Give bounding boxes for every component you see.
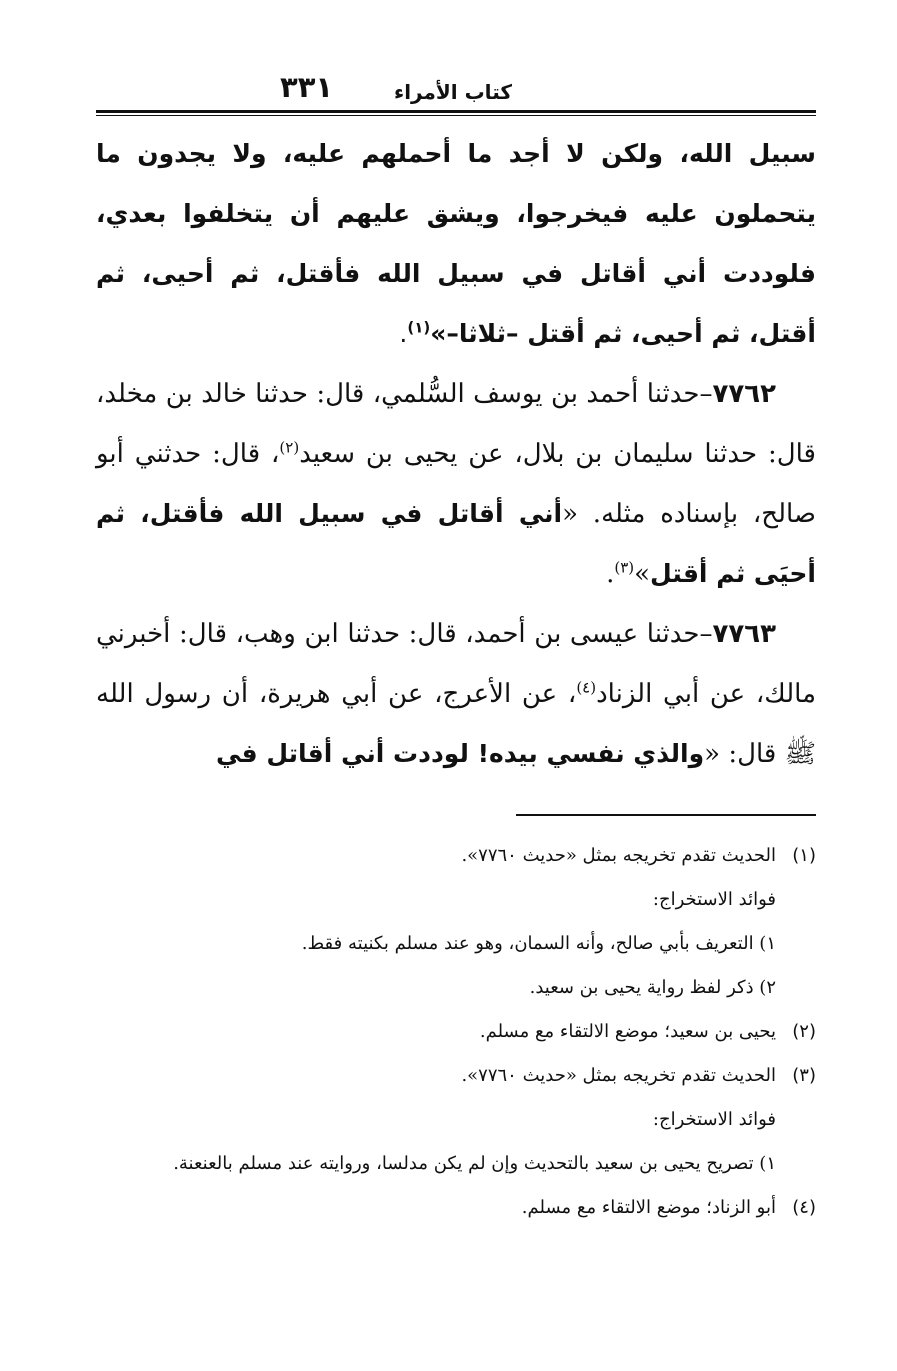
continuation-paragraph — [96, 124, 816, 364]
footnote-1-benefit-1: ١) التعريف بأبي صالح، وأنه السمان، وهو عند مسلم بكنيته فقط. — [301, 933, 776, 954]
continuation-line-1: سبيل الله، ولكن لا أجد ما أحملهم عليه، ولا يجدون ما يتحملون عليه — [96, 139, 816, 228]
continuation-end: . — [399, 319, 408, 348]
footnote-ref-2[interactable]: (٢) — [279, 438, 300, 457]
continuation-line-2: فيخرجوا، ويشق عليهم أن يتخلفوا بعدي، فلوددت أني أقاتل في سبيل الله — [96, 199, 816, 288]
footnote-3-benefit-1: ١) تصريح يحيى بن سعيد بالتحديث وإن لم يكن مدلسا، وروايته عند مسلم بالعنعنة. — [173, 1153, 776, 1174]
page-number: ٣٣١ — [280, 70, 334, 104]
header-rule-thin — [96, 115, 816, 116]
header-rule-thick — [96, 110, 816, 113]
footnote-separator — [516, 814, 816, 816]
footnote-1-benefit-2: ٢) ذكر لفظ رواية يحيى بن سعيد. — [529, 977, 776, 998]
hadith-7763 — [96, 604, 816, 784]
continuation-line-3: فأقتل، ثم أحيى، ثم أقتل، ثم أحيى، ثم أقتل –ثلاثا–» — [96, 259, 816, 348]
hadith-number-7762: ٧٧٦٢ — [712, 379, 776, 409]
footnote-text: يحيى بن سعيد؛ موضع الالتقاء مع مسلم. — [479, 1021, 776, 1042]
hadith-7762-close: » — [634, 559, 651, 589]
hadith-7762-chain-a: –حدثنا أحمد بن يوسف السُّلمي، قال: حدثنا خالد بن مخلد، قال: حدثنا سليمان بن بلال، عن يحيى بن سعيد — [96, 379, 816, 469]
hadith-7762-chain-b: ، قال: حدثني أبو صالح، بإسناده مثله. « — [96, 439, 816, 529]
footnote-1-benefits-heading: فوائد الاستخراج: — [652, 889, 776, 910]
footnotes — [96, 834, 816, 1230]
book-title: كتاب الأمراء — [393, 80, 512, 104]
hadith-7763-chain-a: –حدثنا عيسى بن أحمد، قال: حدثنا ابن وهب، قال: أخبرني مالك، عن أبي الزناد — [96, 619, 816, 709]
hadith-7763-chain-b: ، عن الأعرج، عن أبي هريرة، أن رسول الله ﷺ قال: « — [96, 679, 816, 769]
footnote-mark-1: (١) — [792, 845, 816, 866]
footnote-text: الحديث تقدم تخريجه بمثل «حديث ٧٧٦٠». — [461, 1065, 776, 1086]
footnote-3 — [96, 1054, 816, 1098]
footnote-3-benefits-heading: فوائد الاستخراج: — [652, 1109, 776, 1130]
footnote-mark-4: (٤) — [792, 1197, 816, 1218]
hadith-7762 — [96, 364, 816, 604]
main-text — [96, 124, 816, 784]
hadith-number-7763: ٧٧٦٣ — [712, 619, 776, 649]
footnote-4 — [96, 1186, 816, 1230]
footnote-ref-1[interactable]: (١) — [407, 318, 431, 337]
footnote-text: أبو الزناد؛ موضع الالتقاء مع مسلم. — [521, 1197, 776, 1218]
hadith-7762-end: . — [606, 559, 615, 589]
hadith-7762-matn: أني أقاتل في سبيل الله فأقتل، ثم أحيَى ثم أقتل — [96, 499, 816, 588]
footnote-mark-2: (٢) — [792, 1021, 816, 1042]
book-page — [96, 62, 816, 1230]
footnote-mark-3: (٣) — [792, 1065, 816, 1086]
footnote-1 — [96, 834, 816, 878]
footnote-text: الحديث تقدم تخريجه بمثل «حديث ٧٧٦٠». — [461, 845, 776, 866]
footnote-ref-3[interactable]: (٣) — [614, 558, 635, 577]
footnote-2 — [96, 1010, 816, 1054]
footnote-ref-4[interactable]: (٤) — [576, 678, 597, 697]
hadith-7763-matn: والذي نفسي بيده! لوددت أني أقاتل في — [215, 739, 705, 768]
running-header — [96, 62, 816, 104]
